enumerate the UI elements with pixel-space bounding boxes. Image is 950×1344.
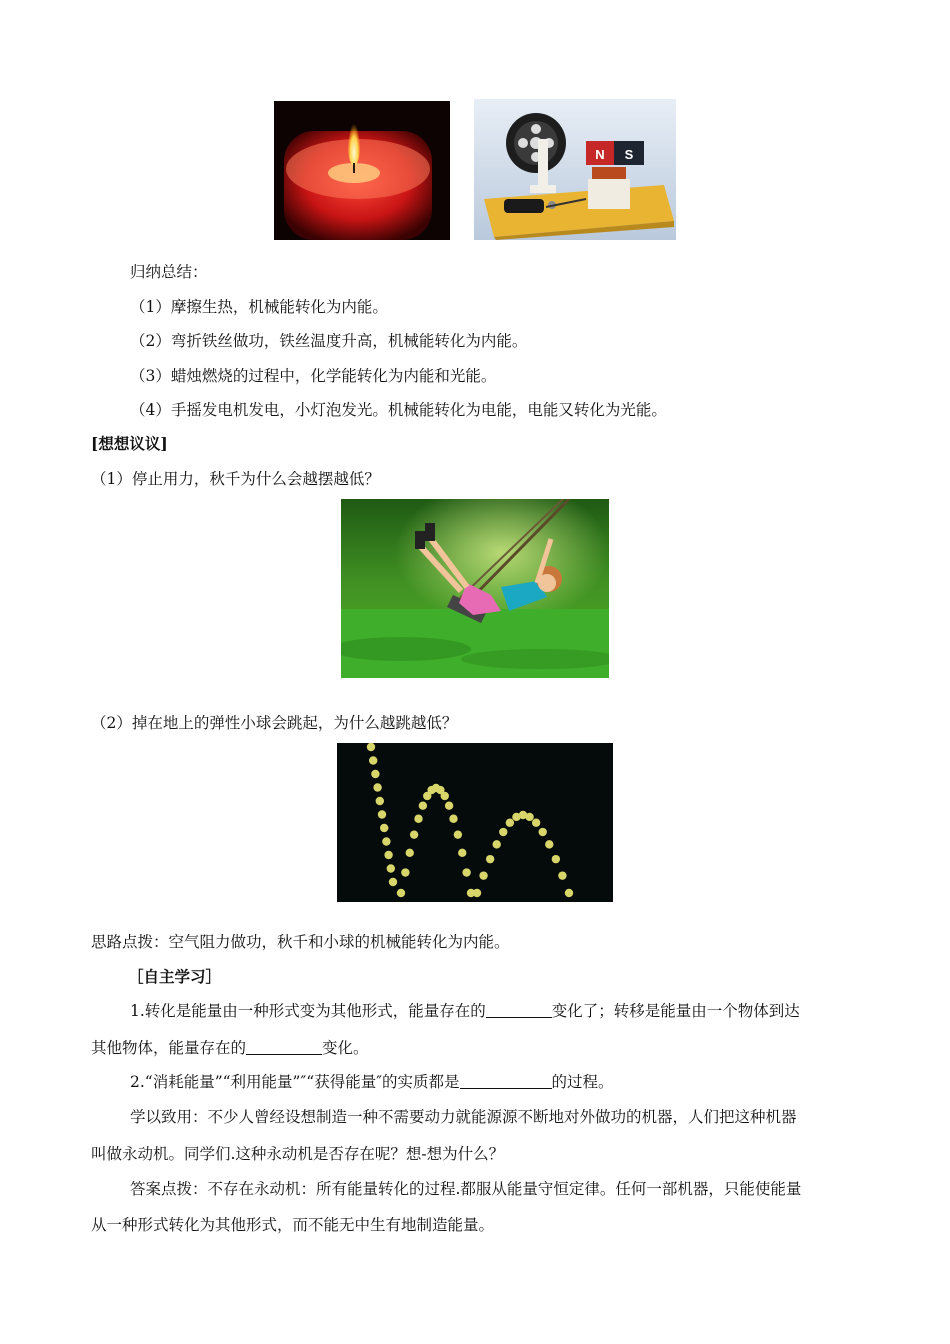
hand-generator-image — [474, 99, 676, 240]
self-study-item-1-line-2 — [91, 1038, 369, 1058]
item1-text-c: 其他物体，能量存在的 — [91, 1039, 247, 1057]
fill-blank-1[interactable] — [486, 1002, 552, 1018]
candle-image — [274, 101, 450, 240]
summary-item-2: （2）弯折铁丝做功，铁丝温度升高，机械能转化为内能。 — [130, 332, 528, 350]
hint-text: 思路点拨：空气阻力做功，秋千和小球的机械能转化为内能。 — [91, 933, 510, 951]
bouncing-ball-image — [337, 743, 613, 902]
self-study-heading: ［自主学习］ — [128, 967, 222, 986]
fill-blank-2[interactable] — [246, 1039, 322, 1055]
summary-item-1: （1）摩擦生热，机械能转化为内能。 — [130, 298, 388, 316]
self-study-item-2 — [130, 1072, 614, 1092]
item1-text-a: 1.转化是能量由一种形式变为其他形式，能量存在的 — [130, 1002, 486, 1020]
summary-item-3: （3）蜡烛燃烧的过程中，化学能转化为内能和光能。 — [130, 367, 497, 385]
swing-image — [341, 499, 609, 678]
discussion-question-1: （1）停止用力，秋千为什么会越摆越低？ — [91, 470, 380, 488]
magnet-north-label: N — [595, 147, 605, 162]
self-study-item-1-line-1 — [130, 1001, 800, 1021]
discussion-heading: [想想议议] — [91, 434, 168, 453]
summary-heading: 归纳总结： — [130, 263, 208, 281]
apply-line-2: 叫做永动机。同学们.这种永动机是否存在呢？想-想为什么？ — [91, 1145, 505, 1163]
answer-line-2: 从一种形式转化为其他形式，而不能无中生有地制造能量。 — [91, 1216, 495, 1234]
fill-blank-3[interactable] — [460, 1073, 552, 1089]
item1-text-b: 变化了；转移是能量由一个物体到达 — [551, 1002, 800, 1020]
discussion-question-2: （2）掉在地上的弹性小球会跳起，为什么越跳越低？ — [91, 714, 458, 732]
item1-text-d: 变化。 — [322, 1039, 369, 1057]
magnet-south-label: S — [624, 147, 634, 162]
summary-item-4: （4）手摇发电机发电，小灯泡发光。机械能转化为电能，电能又转化为光能。 — [130, 401, 667, 419]
answer-line-1: 答案点拨：不存在永动机：所有能量转化的过程.都服从能量守恒定律。任何一部机器，只能使能量 — [130, 1180, 802, 1198]
item2-text-b: 的过程。 — [551, 1073, 614, 1091]
apply-line-1: 学以致用：不少人曾经设想制造一种不需要动力就能源源不断地对外做功的机器，人们把这种机器 — [130, 1108, 797, 1126]
item2-text-a: 2.“消耗能量”“利用能量”″“获得能量″的实质都是 — [130, 1073, 460, 1091]
